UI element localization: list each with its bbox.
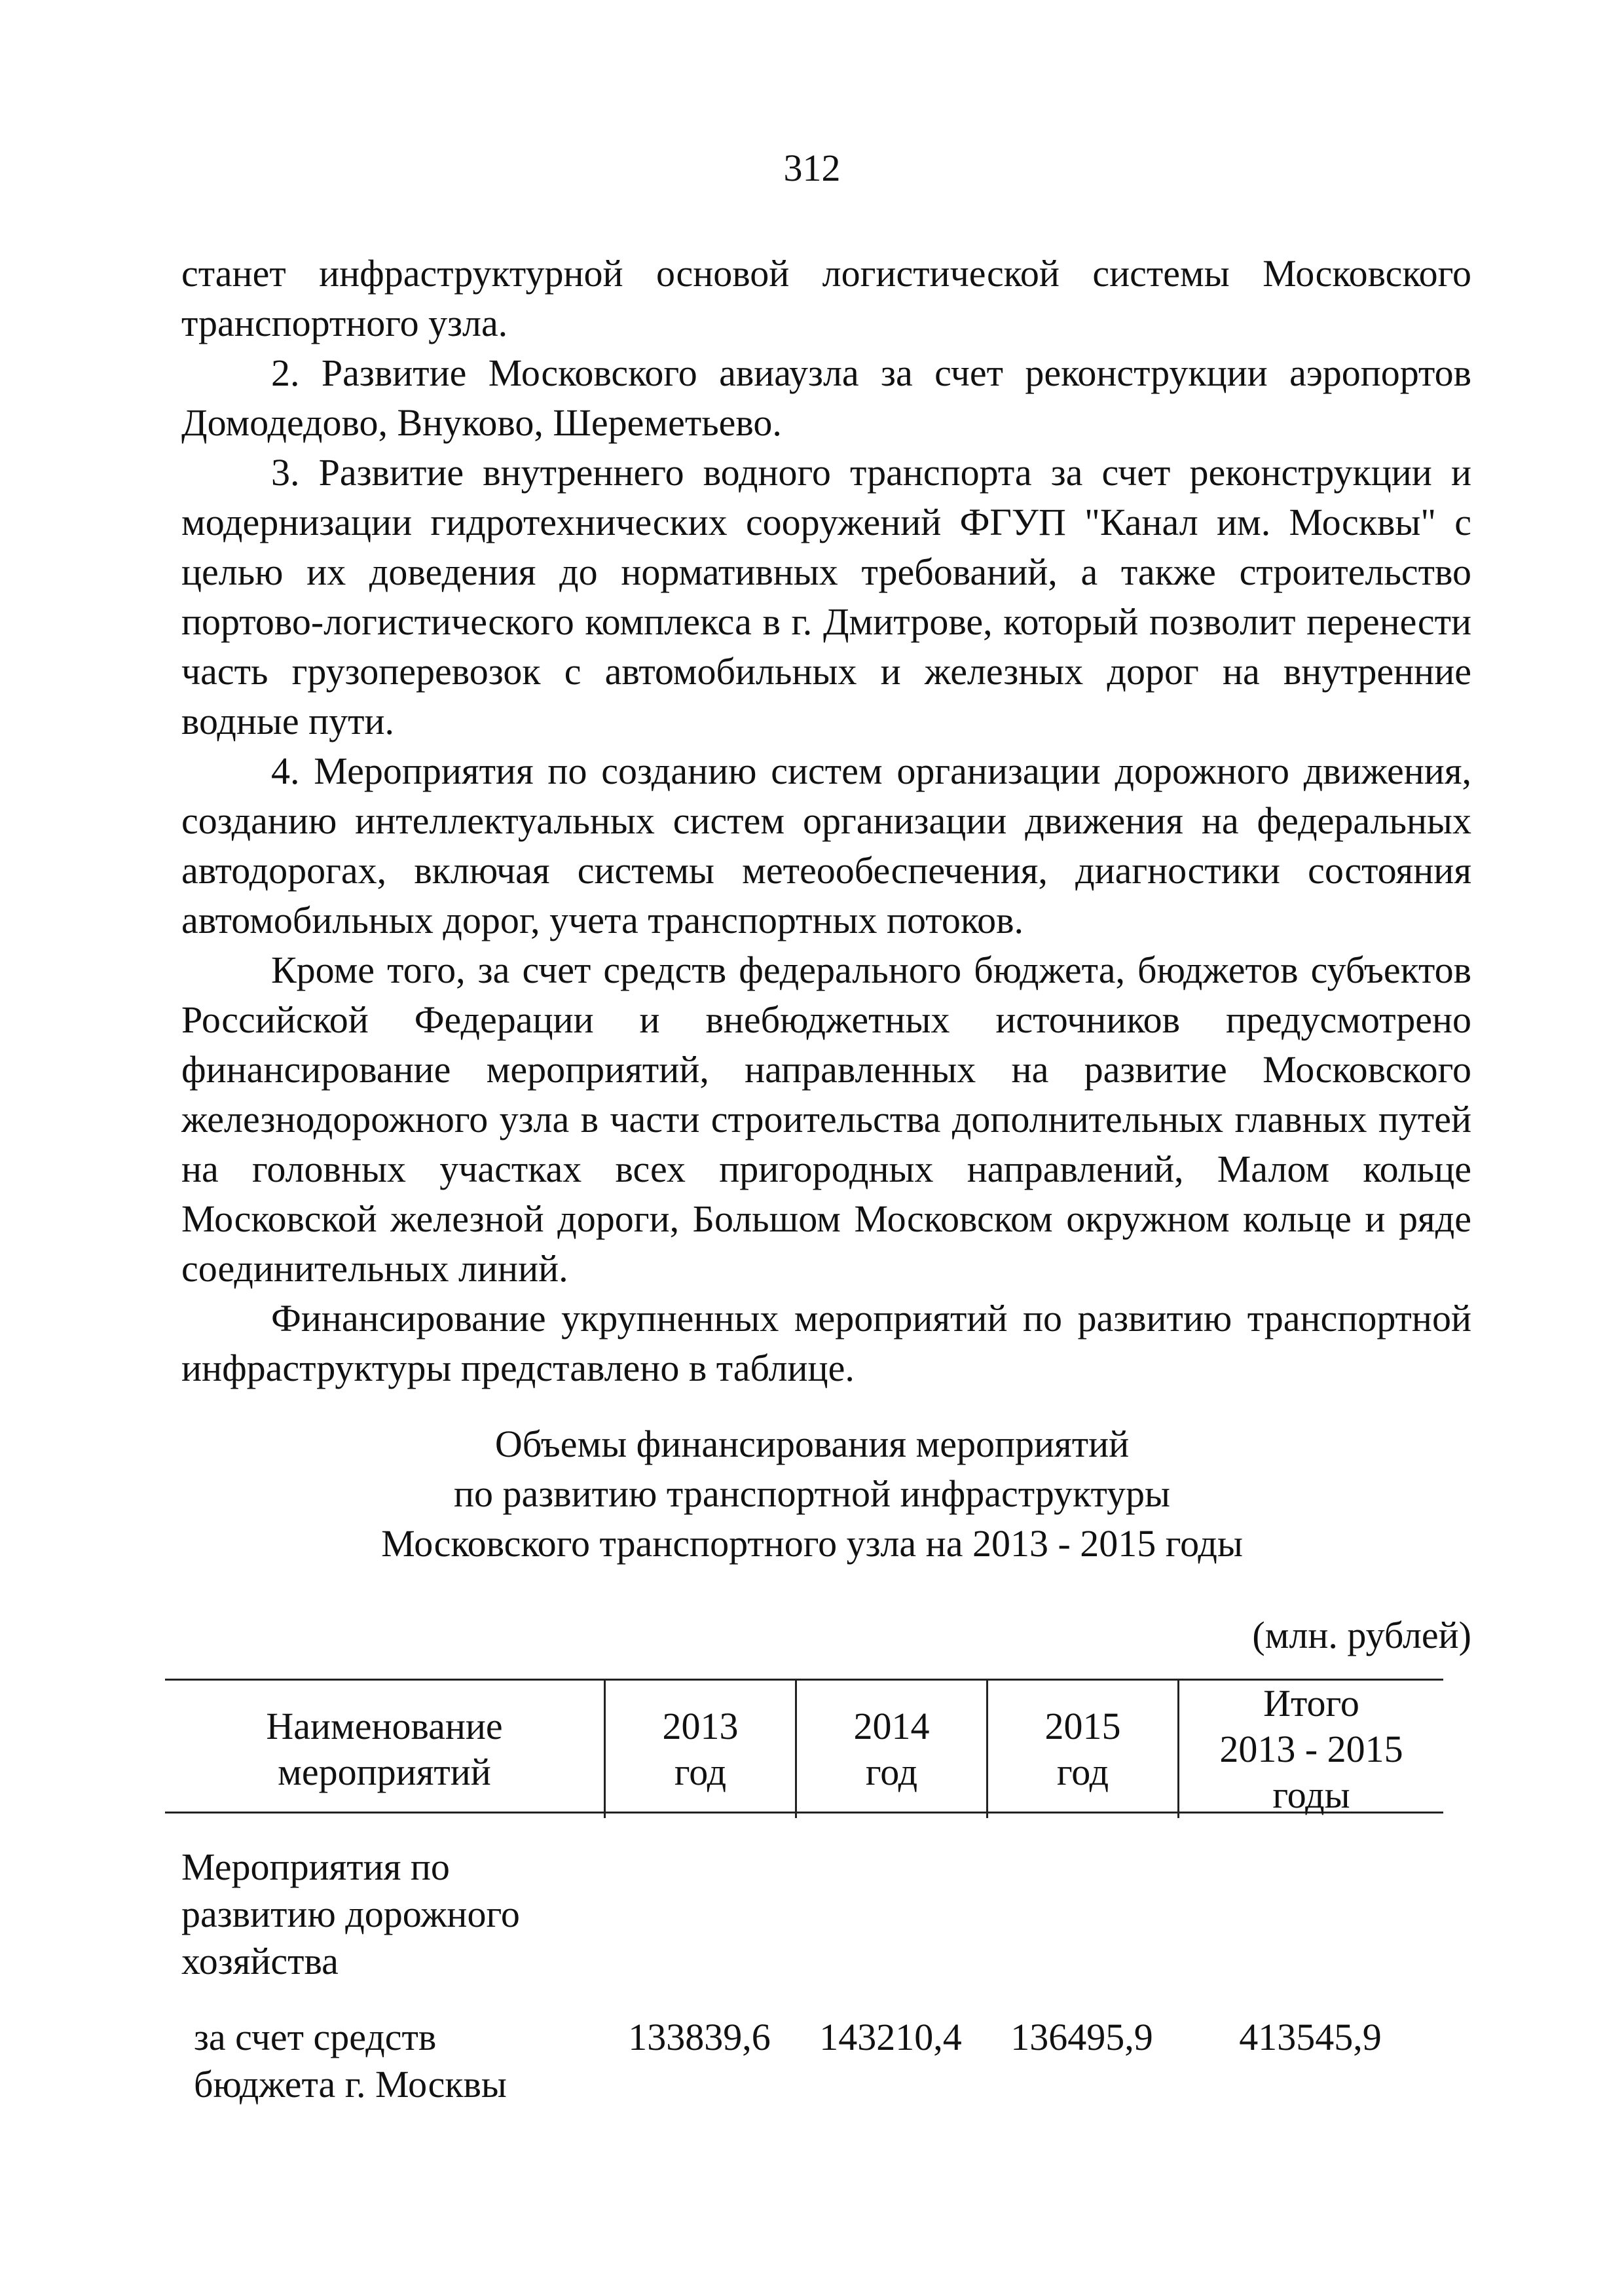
cell-2015: 136495,9 <box>1010 2016 1153 2058</box>
header-text: 2013 - 2015 <box>1219 1728 1403 1770</box>
header-2013 <box>604 1681 795 1818</box>
paragraph: Кроме того, за счет средств федерального бюджета, бюджетов субъектов Российской Федерации и внебюджетных источников предусмотрено финансирование мероприятий, направленных на развитие Московского железнодорожного узла в части строительства дополнительных главных путей на головных участках всех пригородных направлений, Малом кольце Московской железной дороги, Большом Московском окружном кольце и ряде соединительных линий. <box>181 949 1471 1290</box>
cell-2013: 133839,6 <box>628 2016 771 2058</box>
paragraph: 4. Мероприятия по созданию систем организации дорожного движения, созданию интеллектуальных систем организации движения на федеральных автодорогах, включая системы метеообеспечения, диагностики состояния автомобильных дорог, учета транспортных потоков. <box>181 750 1471 941</box>
section-title-line: Мероприятия по <box>181 1846 450 1888</box>
table-title-line: Московского транспортного узла на 2013 - 2015 годы <box>381 1522 1243 1565</box>
header-text: Наименование <box>266 1705 503 1747</box>
table-title <box>0 1419 1624 1569</box>
header-text: мероприятий <box>278 1751 491 1793</box>
header-text: Итого <box>1263 1682 1359 1724</box>
units-label: (млн. рублей) <box>1252 1614 1471 1656</box>
header-text: год <box>865 1751 918 1793</box>
section-title-line: развитию дорожного <box>181 1893 520 1935</box>
paragraph: станет инфраструктурной основой логистической системы Московского транспортного узла. <box>181 252 1471 344</box>
paragraph: Финансирование укрупненных мероприятий по развитию транспортной инфраструктуры представлено в таблице. <box>181 1297 1471 1389</box>
row-label <box>165 2014 604 2108</box>
cell-total: 413545,9 <box>1239 2016 1382 2058</box>
paragraph: 3. Развитие внутреннего водного транспорта за счет реконструкции и модернизации гидротехнических сооружений ФГУП "Канал им. Москвы" с целью их доведения до нормативных требований, а также строительство портово-логистического комплекса в г. Дмитрове, который позволит перенести часть грузоперевозок с автомобильных и железных дорог на внутренние водные пути. <box>181 451 1471 742</box>
header-text: 2014 <box>853 1705 930 1747</box>
header-total <box>1177 1681 1443 1818</box>
header-text: 2013 <box>662 1705 739 1747</box>
header-text: год <box>1056 1751 1109 1793</box>
header-2015 <box>986 1681 1177 1818</box>
body-text <box>181 249 1471 1393</box>
table-title-line: Объемы финансирования мероприятий <box>494 1423 1130 1465</box>
header-name <box>165 1681 604 1818</box>
table-header <box>165 1679 1443 1816</box>
row-label-line: бюджета г. Москвы <box>194 2063 507 2105</box>
page-number: 312 <box>783 147 841 189</box>
header-text: год <box>674 1751 727 1793</box>
header-text: 2015 <box>1044 1705 1121 1747</box>
row-label-line: за счет средств <box>194 2016 437 2058</box>
table-title-line: по развитию транспортной инфраструктуры <box>453 1472 1170 1515</box>
paragraph: 2. Развитие Московского авиаузла за счет реконструкции аэропортов Домодедово, Внуково, Шереметьево. <box>181 352 1471 444</box>
header-2014 <box>795 1681 986 1818</box>
funding-table <box>165 1679 1443 1816</box>
header-text: годы <box>1272 1774 1350 1816</box>
cell-2014: 143210,4 <box>819 2016 962 2058</box>
section-title-line: хозяйства <box>181 1940 339 1982</box>
table-row <box>165 2014 1443 2108</box>
table-section-title <box>181 1844 640 1985</box>
